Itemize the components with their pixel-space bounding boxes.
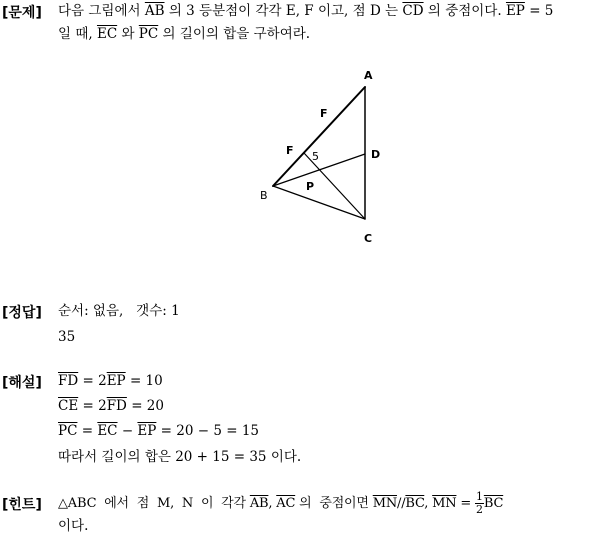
parallel-symbol: // xyxy=(397,496,406,511)
math-text: = 2 xyxy=(82,373,107,389)
problem-text: 의 길이의 합을 구하여라. xyxy=(162,26,311,42)
segment-ce: $\overline{CE}$ xyxy=(58,398,79,414)
segment-ec: $\overline{EC}$ xyxy=(97,423,118,439)
point-f-label: F xyxy=(320,107,328,120)
segment-pc: $\overline{PC}$ xyxy=(138,26,159,42)
segment-cd: $\overline{CD}$ xyxy=(402,3,424,19)
segment-ep: $\overline{EP}$ xyxy=(137,423,157,439)
hint-text: = xyxy=(460,496,472,511)
segment-mn: $\overline{MN}$ xyxy=(432,496,457,511)
segment-fd: $\overline{FD}$ xyxy=(106,398,127,414)
segment-bc: $\overline{BC}$ xyxy=(405,496,425,511)
length-five-label: 5 xyxy=(312,150,319,163)
answer-tag: [정답] xyxy=(2,305,42,321)
hint-line-2: 이다. xyxy=(58,518,89,534)
hint-text: △ABC 에서 점 M, N 이 각각 xyxy=(58,496,246,511)
math-text: = xyxy=(81,423,94,439)
segment-ab: $\overline{AB}$ xyxy=(249,496,269,511)
hint-text: 의 중점이면 xyxy=(295,496,369,511)
explanation-line-2 xyxy=(58,395,164,418)
segment-ec: $\overline{EC}$ xyxy=(96,26,118,42)
hint-text: , xyxy=(424,496,429,511)
problem-text: 의 중점이다. xyxy=(427,3,502,19)
answer-line-1: 순서: 없음, 갯수: 1 xyxy=(58,303,180,319)
hint-line-1 xyxy=(58,491,503,516)
point-p-label: P xyxy=(306,180,315,193)
segment-ab: $\overline{AB}$ xyxy=(144,3,165,19)
answer-line-2: 35 xyxy=(58,329,76,345)
math-text: = 2 xyxy=(82,398,107,414)
problem-text: 일 때, xyxy=(58,26,93,42)
problem-text: 와 xyxy=(121,26,135,42)
segment-bc-line xyxy=(273,186,365,219)
segment-ac: $\overline{AC}$ xyxy=(276,496,296,511)
problem-tag: [문제] xyxy=(2,5,42,21)
explanation-line-3 xyxy=(58,420,259,443)
math-text: − xyxy=(121,423,134,439)
explanation-tag: [해설] xyxy=(2,375,42,391)
point-a-label: A xyxy=(364,69,373,82)
fraction-denominator: 2 xyxy=(476,503,483,516)
segment-pc: $\overline{PC}$ xyxy=(58,423,78,439)
math-text: = 10 xyxy=(129,373,163,389)
segment-mn: $\overline{MN}$ xyxy=(372,496,398,511)
math-text: = 20 − 5 = 15 xyxy=(160,423,260,439)
segment-ep: $\overline{EP}$ xyxy=(106,373,126,389)
segment-ep: $\overline{EP}$ xyxy=(505,3,525,19)
segment-fd: $\overline{FD}$ xyxy=(58,373,79,389)
segment-ab-line xyxy=(273,87,365,186)
hint-tag: [힌트] xyxy=(2,497,42,513)
problem-text: 다음 그림에서 xyxy=(58,3,141,19)
half-fraction xyxy=(475,491,484,516)
explanation-line-4: 따라서 길이의 합은 20 + 15 = 35 이다. xyxy=(58,449,302,465)
point-e-label: F xyxy=(286,144,294,157)
problem-text: 의 3 등분점이 각각 E, F 이고, 점 D 는 xyxy=(168,3,399,19)
point-b-label: B xyxy=(260,189,268,202)
fraction-numerator: 1 xyxy=(476,490,483,503)
point-c-label: C xyxy=(364,232,373,245)
explanation-line-1 xyxy=(58,370,163,393)
hint-text: , xyxy=(268,496,273,511)
math-text: = 20 xyxy=(131,398,164,414)
problem-text: = 5 xyxy=(529,3,554,19)
point-d-label: D xyxy=(371,148,381,161)
segment-bc: $\overline{BC}$ xyxy=(483,496,504,511)
